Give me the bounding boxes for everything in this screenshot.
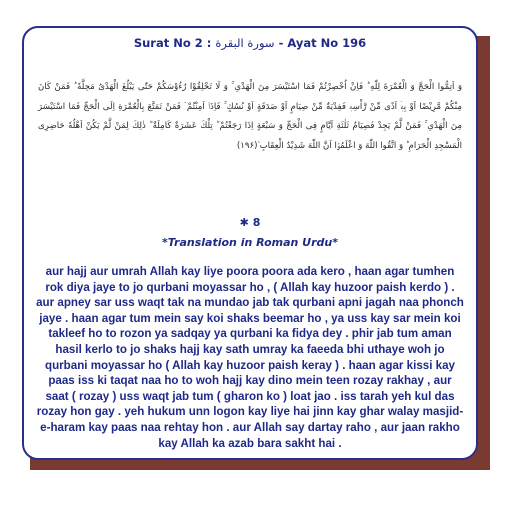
verse-marker-icon: ✱ xyxy=(239,216,249,229)
header-separator: - xyxy=(278,36,284,50)
surat-name-arabic: سورة البقرة xyxy=(215,36,275,50)
translation-text: aur hajj aur umrah Allah kay liye poora poora ada kero , haan agar tumhen rok diya jaye to jo qurbani moyassar ho , ( Allah kay huzoor paish kerdo ) . aur apney sar uss waqt tak na mundao jab tak qurbani apni jagah naa phonch jaye . haan agar tum mein say koi shaks beemar ho , ya uss kay sar mein koi takleef ho to rozon ya sadqay ya qurbani ka fidya dey . phir jab tum aman hasil kerlo to jo shaks hajj kay sath umray ka faeeda bhi uthaye woh jo qurbani moyassar ho ( Allah kay huzoor paish keray ) . haan agar kissi kay paas iss ki taqat naa ho to woh hajj kay dino mein teen rozay rakhay , aur saat ( rozay ) uss waqt jab tum ( gharon ko ) loat jao . iss tarah yeh kul das rozay hon gay . yeh hukum unn logon kay liye hai jinn kay ghar walay masjid-e-haram kay paas naa rehtay hon . aur Allah say dartay raho , aur jaan rakho kay Allah ka azab bara sakht hai . xyxy=(36,265,464,450)
arabic-verse-text: وَ اَتِمُّوا الْحَجَّ وَ الْعُمْرَةَ لِلّٰهِ ؕ فَاِنْ اُحْصِرْتُمْ فَمَا اسْتَیْسَرَ مِنَ الْهَدْیِ ۚ وَ لَا تَحْلِقُوْا رُءُوْسَكُمْ حَتّٰى یَبْلُغَ الْهَدْیُ مَحِلَّهٗ ؕ فَمَنْ كَانَ مِنْكُمْ مَّرِیْضًا اَوْ بِهٖۤ اَذًى مِّنْ رَّاْسِهٖ فَفِدْیَةٌ مِّنْ صِیَامٍ اَوْ صَدَقَةٍ اَوْ نُسُكٍ ۚ فَاِذَاۤ اَمِنْتُمْ ٙ فَمَنْ تَمَتَّعَ بِالْعُمْرَةِ اِلَى الْحَجِّ فَمَا اسْتَیْسَرَ مِنَ الْهَدْیِ ۚ فَمَنْ لَّمْ یَجِدْ فَصِیَامُ ثَلٰثَةِ اَیَّامٍ فِی الْحَجِّ وَ سَبْعَةٍ اِذَا رَجَعْتُمْ ؕ تِلْكَ عَشَرَةٌ كَامِلَةٌ ؕ ذٰلِكَ لِمَنْ لَّمْ یَكُنْ اَهْلُهٗ حَاضِرِی الْمَسْجِدِ الْحَرَامِ ؕ وَ اتَّقُوا اللّٰهَ وَ اعْلَمُوْۤا اَنَّ اللّٰهَ شَدِیْدُ الْعِقَابِ ۧ(۱۹۶) xyxy=(38,82,462,151)
verse-marker-number: 8 xyxy=(252,216,261,229)
surat-number: Surat No 2 : xyxy=(133,36,212,50)
verse-card xyxy=(22,26,478,460)
verse-header xyxy=(24,36,476,50)
translation-title: *Translation in Roman Urdu* xyxy=(162,236,338,249)
ayat-number: Ayat No 196 xyxy=(287,36,367,50)
verse-marker xyxy=(24,216,476,229)
